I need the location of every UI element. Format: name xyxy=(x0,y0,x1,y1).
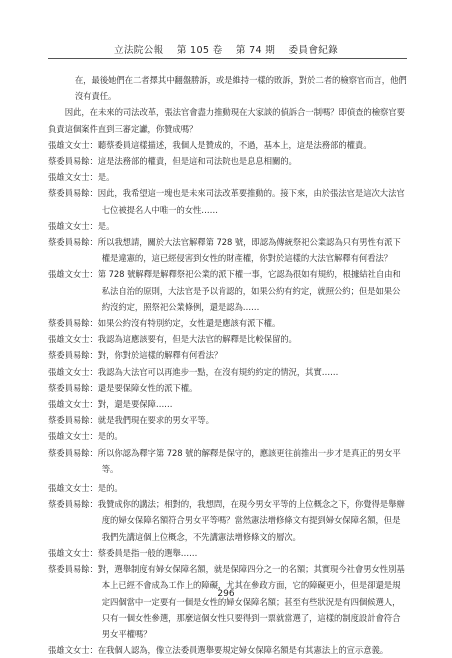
transcript-body xyxy=(48,72,407,658)
transcript-paragraph: 張雄文女士：是的。 xyxy=(48,483,123,494)
transcript-paragraph: 蔡委員易餘：因此，我希望這一塊也是未來司法改革要推動的。接下來，由於張法官是這次大法官七位被提名人中唯一的女性…… xyxy=(48,188,405,215)
issue-number: 第 74 期 xyxy=(235,45,276,56)
transcript-paragraph: 在，最後她們在二者擇其中翻盤勝訴，或是維持一樣的敗訴，對於二者的檢察官而言，他們沒有責任。 xyxy=(74,75,407,102)
transcript-paragraph: 張雄文女士：聽蔡委員這樣描述，我個人是贊成的，不過，基本上，這是法務部的權責。 xyxy=(48,139,372,150)
transcript-paragraph: 張雄文女士：在我個人認為，像立法委員選舉要規定婦女保障名額是有其憲法上的宣示意義。 xyxy=(48,645,389,656)
page-number: 296 xyxy=(217,589,235,599)
transcript-paragraph: 張雄文女士：第 728 號解釋是解釋祭祀公業的派下權一事，它認為很如有規約，根據結社自由和私法自治的原則，大法官是予以肯認的，如果公約有約定，就照公約；但是如果公約沒約定，照祭祀公業條例，還是認為…… xyxy=(48,269,401,312)
transcript-paragraph: 張雄文女士：我認為大法官可以再進步一點，在沒有規約約定的情況，其實…… xyxy=(48,366,339,377)
transcript-paragraph: 蔡委員易餘：我贊成你的講法；相對的，我想問，在現今男女平等的上位概念之下，你覺得是舉辦度的婦女保障名額符合男女平等嗎？當然憲法增修條文有提到婦女保障名額，但是我們先講這個上位概念，不先講憲法增修條文的層次。 xyxy=(48,499,405,542)
transcript-paragraph: 蔡委員易餘：所以我想請，關於大法官解釋第 728 號，即認為傳統祭祀公業認為只有男性有派下權是違憲的，這已經侵害到女性的財產權，你對於這樣的大法官解釋有何看法？ xyxy=(48,237,401,264)
transcript-paragraph: 張雄文女士：對，還是要保障…… xyxy=(48,399,173,410)
transcript-paragraph: 蔡委員易餘：對，選舉制度有婦女保障名額，就是保障四分之一的名額；其實現今社會男女性別基本上已經不會成為工作上的障礙，尤其在參政方面，它的障礙更小，但是卻還是規定四個當中一定要有一個是女性的婦女保障名額；甚至有些狀況是有四個候選人，只有一個女性參選，那麼這個女性只要得到一票就當選了，這樣的制度設計會符合男女平權嗎？ xyxy=(48,564,405,639)
section-title: 委員會紀錄 xyxy=(288,45,338,56)
transcript-paragraph: 蔡委員易餘：如果公約沒有特別約定，女性還是應該有派下權。 xyxy=(48,318,281,329)
transcript-paragraph: 張雄文女士：蔡委員是指一般的選舉…… xyxy=(48,547,198,558)
transcript-paragraph: 蔡委員易餘：這是法務部的權責，但是這和司法院也是息息相關的。 xyxy=(48,156,297,167)
publication-title: 立法院公報 xyxy=(113,45,164,56)
transcript-paragraph: 蔡委員易餘：就是我們現在要求的男女平等。 xyxy=(48,415,214,426)
header-divider xyxy=(48,58,407,59)
page-header xyxy=(0,42,452,56)
transcript-paragraph: 蔡委員易餘：還是要保障女性的派下權。 xyxy=(48,382,198,393)
transcript-paragraph: 蔡委員易餘：對，你對於這樣的解釋有何看法？ xyxy=(48,350,223,361)
volume-number: 第 105 卷 xyxy=(176,45,223,56)
transcript-paragraph: 張雄文女士：我認為這應該要有，但是大法官的解釋是比較保留的。 xyxy=(48,334,297,345)
transcript-paragraph: 因此，在未來的司法改革，張法官會盡力推動現在大家談的偵訴合一制嗎？即偵查的檢察官要負責這個案件直到三審定讞，你贊成嗎？ xyxy=(48,107,405,134)
transcript-paragraph: 張雄文女士：是的。 xyxy=(48,431,123,442)
transcript-paragraph: 張雄文女士：是。 xyxy=(48,172,115,183)
transcript-paragraph: 蔡委員易餘：所以你認為釋字第 728 號的解釋是保守的，應該更往前推出一步才是真正的男女平等。 xyxy=(48,447,401,474)
transcript-paragraph: 張雄文女士：是。 xyxy=(48,220,115,231)
